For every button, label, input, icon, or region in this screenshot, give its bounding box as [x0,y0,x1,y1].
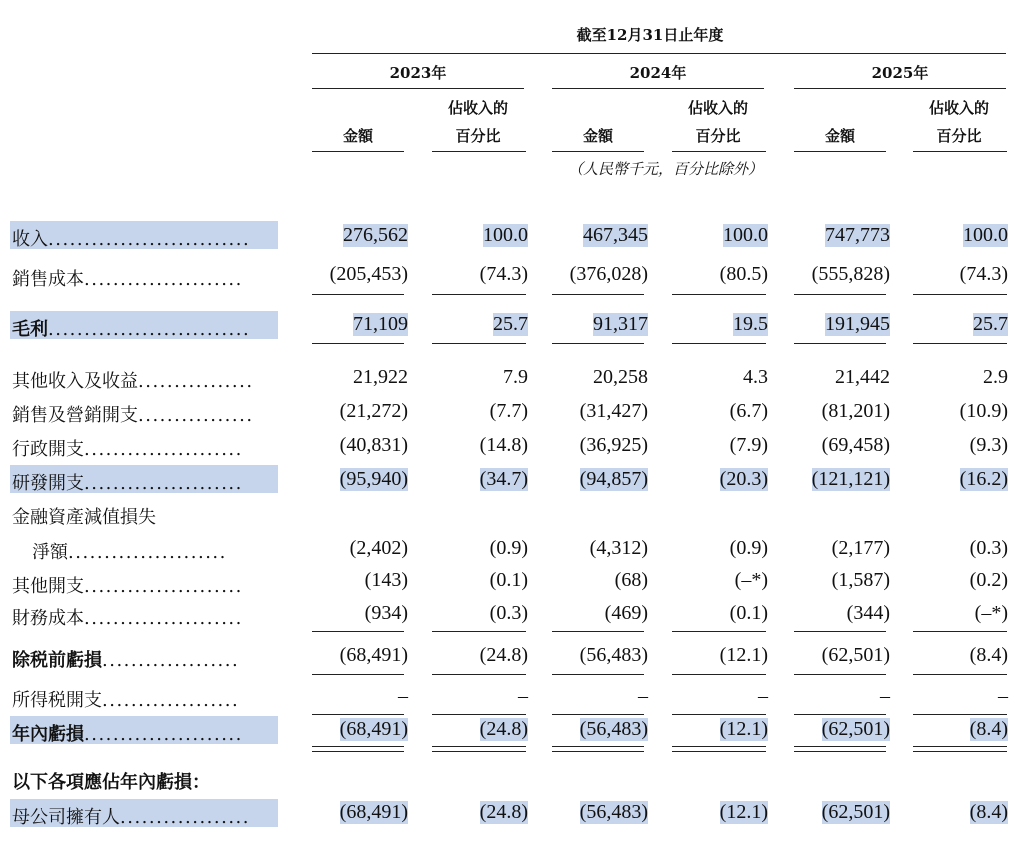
cell-loss-for-year-col5: (8.4) [969,718,1008,740]
rule-double-top [312,746,404,747]
cell-selling-expenses-col3: (6.7) [729,400,768,422]
cell-revenue-col0: 276,562 [343,224,408,246]
col-2025-amount: 金額 [824,127,855,145]
cell-selling-expenses-col2: (31,427) [579,400,648,422]
cell-finance-costs-col2: (469) [604,602,648,624]
period-rule [312,53,1006,54]
rule-below-gross-profit [794,343,886,344]
cell-admin-expenses-col1: (14.8) [479,434,528,456]
cell-income-tax-col1: – [518,685,528,707]
cell-other-income-col1: 7.9 [503,366,528,388]
cell-cost-of-sales-col4: (555,828) [811,263,890,285]
cell-admin-expenses-col4: (69,458) [821,434,890,456]
cell-rnd-expenses-col3: (20.3) [719,468,768,490]
rule-above-gross-profit [913,294,1007,295]
cell-loss-for-year-col1: (24.8) [479,718,528,740]
cell-owners-of-parent-col5: (8.4) [969,801,1008,823]
cell-gross-profit-col4: 191,945 [825,313,890,335]
rule-above-loss-before-tax [794,631,886,632]
cell-finance-costs-col3: (0.1) [729,602,768,624]
rule-below-gross-profit [432,343,526,344]
col-2024-pct-line2: 百分比 [695,127,741,145]
cell-rnd-expenses-col4: (121,121) [811,468,890,490]
col-2024-amount: 金額 [582,127,613,145]
cell-income-tax-col4: – [880,685,890,707]
cell-impairment-net-col4: (2,177) [831,537,890,559]
cell-gross-profit-col1: 25.7 [493,313,528,335]
cell-selling-expenses-col0: (21,272) [339,400,408,422]
cell-revenue-col1: 100.0 [483,224,528,246]
row-label-cost-of-sales: 銷售成本...................... [12,269,243,290]
rule-double-top [794,746,886,747]
row-label-other-expenses: 其他開支...................... [12,576,243,597]
cell-rnd-expenses-col5: (16.2) [959,468,1008,490]
cell-other-income-col2: 20,258 [593,366,648,388]
rule-double-bottom [552,751,644,752]
year-2024-heading: 2024年 [629,64,687,82]
cell-selling-expenses-col4: (81,201) [821,400,890,422]
cell-loss-for-year-col4: (62,501) [821,718,890,740]
row-label-impairment-line1: 金融資產減值損失 [12,507,156,528]
rule-below-loss-before-tax [552,674,644,675]
rule-below-loss-before-tax [794,674,886,675]
cell-cost-of-sales-col5: (74.3) [959,263,1008,285]
cell-rnd-expenses-col1: (34.7) [479,468,528,490]
cell-admin-expenses-col2: (36,925) [579,434,648,456]
rule-above-gross-profit [794,294,886,295]
cell-other-income-col0: 21,922 [353,366,408,388]
rule-above-loss-before-tax [552,631,644,632]
rule-above-loss-for-year [432,714,526,715]
rule-above-gross-profit [672,294,766,295]
cell-finance-costs-col4: (344) [846,602,890,624]
row-label-revenue: 收入............................ [12,229,251,250]
col-2025-pct-line2: 百分比 [936,127,982,145]
cell-gross-profit-col2: 91,317 [593,313,648,335]
rule-below-loss-before-tax [913,674,1007,675]
rule-above-loss-for-year [672,714,766,715]
cell-owners-of-parent-col0: (68,491) [339,801,408,823]
cell-loss-for-year-col2: (56,483) [579,718,648,740]
rule-below-loss-before-tax [672,674,766,675]
cell-income-tax-col3: – [758,685,768,707]
cell-loss-before-tax-col2: (56,483) [579,644,648,666]
period-heading: 截至12月31日止年度 [576,26,724,44]
cell-impairment-net-col3: (0.9) [729,537,768,559]
cell-loss-before-tax-col4: (62,501) [821,644,890,666]
cell-other-expenses-col4: (1,587) [831,569,890,591]
col-2023-amount: 金額 [342,127,373,145]
cell-gross-profit-col5: 25.7 [973,313,1008,335]
cell-other-income-col3: 4.3 [743,366,768,388]
cell-revenue-col5: 100.0 [963,224,1008,246]
row-label-impairment-net: 淨額...................... [32,542,227,563]
rule-double-bottom [432,751,526,752]
cell-admin-expenses-col0: (40,831) [339,434,408,456]
cell-owners-of-parent-col3: (12.1) [719,801,768,823]
cell-other-expenses-col1: (0.1) [489,569,528,591]
row-label-selling-expenses: 銷售及營銷開支................ [12,405,254,426]
cell-other-income-col5: 2.9 [983,366,1008,388]
rule-double-bottom [794,751,886,752]
cell-income-tax-col0: – [398,685,408,707]
row-label-loss-for-year: 年內虧損...................... [12,724,243,745]
cell-selling-expenses-col1: (7.7) [489,400,528,422]
rule-above-loss-for-year [794,714,886,715]
cell-loss-before-tax-col5: (8.4) [969,644,1008,666]
cell-admin-expenses-col5: (9.3) [969,434,1008,456]
rule-below-loss-before-tax [312,674,404,675]
year-2025-heading: 2025年 [871,64,929,82]
cell-other-income-col4: 21,442 [835,366,890,388]
col-rule [672,151,766,152]
rule-above-loss-before-tax [432,631,526,632]
rule-above-loss-before-tax [672,631,766,632]
rule-above-loss-before-tax [312,631,404,632]
cell-impairment-net-col5: (0.3) [969,537,1008,559]
cell-finance-costs-col1: (0.3) [489,602,528,624]
rule-above-loss-for-year [552,714,644,715]
cell-impairment-net-col0: (2,402) [349,537,408,559]
rule-below-gross-profit [552,343,644,344]
cell-selling-expenses-col5: (10.9) [959,400,1008,422]
col-rule [432,151,526,152]
row-label-admin-expenses: 行政開支...................... [12,439,243,460]
row-label-owners-of-parent: 母公司擁有人.................. [12,807,250,828]
rule-above-gross-profit [432,294,526,295]
col-2024-pct-line1: 佔收入的 [687,99,748,117]
cell-loss-for-year-col3: (12.1) [719,718,768,740]
cell-owners-of-parent-col2: (56,483) [579,801,648,823]
cell-finance-costs-col0: (934) [364,602,408,624]
rule-below-loss-before-tax [432,674,526,675]
row-label-rnd-expenses: 研發開支...................... [12,473,243,494]
unit-note: （人民幣千元，百分比除外） [568,160,764,178]
rule-below-gross-profit [672,343,766,344]
col-2023-pct-line1: 佔收入的 [447,99,508,117]
col-rule [913,151,1007,152]
cell-other-expenses-col3: (–*) [734,569,768,591]
cell-admin-expenses-col3: (7.9) [729,434,768,456]
cell-revenue-col4: 747,773 [825,224,890,246]
cell-other-expenses-col2: (68) [614,569,648,591]
row-label-gross-profit: 毛利............................ [12,319,251,340]
year-2023-rule [312,88,524,89]
rule-below-gross-profit [312,343,404,344]
rule-double-top [432,746,526,747]
cell-cost-of-sales-col2: (376,028) [569,263,648,285]
cell-loss-before-tax-col3: (12.1) [719,644,768,666]
rule-above-loss-for-year [913,714,1007,715]
cell-owners-of-parent-col4: (62,501) [821,801,890,823]
cell-rnd-expenses-col0: (95,940) [339,468,408,490]
col-2025-pct-line1: 佔收入的 [928,99,989,117]
cell-cost-of-sales-col1: (74.3) [479,263,528,285]
cell-owners-of-parent-col1: (24.8) [479,801,528,823]
cell-loss-for-year-col0: (68,491) [339,718,408,740]
rule-above-gross-profit [552,294,644,295]
row-label-other-income: 其他收入及收益................ [12,371,254,392]
row-label-income-tax: 所得税開支................... [12,690,240,711]
rule-double-top [552,746,644,747]
cell-rnd-expenses-col2: (94,857) [579,468,648,490]
rule-double-bottom [312,751,404,752]
col-rule [794,151,886,152]
col-rule [552,151,644,152]
row-label-attributable-heading: 以下各項應佔年內虧損： [12,772,210,793]
rule-double-top [672,746,766,747]
col-rule [312,151,404,152]
cell-loss-before-tax-col1: (24.8) [479,644,528,666]
cell-impairment-net-col1: (0.9) [489,537,528,559]
year-2023-heading: 2023年 [389,64,447,82]
cell-income-tax-col2: – [638,685,648,707]
cell-impairment-net-col2: (4,312) [589,537,648,559]
rule-double-top [913,746,1007,747]
rule-above-gross-profit [312,294,404,295]
row-label-loss-before-tax: 除税前虧損................... [12,650,240,671]
cell-revenue-col2: 467,345 [583,224,648,246]
year-2025-rule [794,88,1006,89]
year-2024-rule [552,88,764,89]
cell-other-expenses-col0: (143) [364,569,408,591]
row-label-finance-costs: 財務成本...................... [12,608,243,629]
rule-double-bottom [913,751,1007,752]
cell-cost-of-sales-col0: (205,453) [329,263,408,285]
cell-gross-profit-col0: 71,109 [353,313,408,335]
rule-above-loss-before-tax [913,631,1007,632]
col-2023-pct-line2: 百分比 [455,127,501,145]
cell-other-expenses-col5: (0.2) [969,569,1008,591]
cell-revenue-col3: 100.0 [723,224,768,246]
cell-loss-before-tax-col0: (68,491) [339,644,408,666]
rule-double-bottom [672,751,766,752]
rule-above-loss-for-year [312,714,404,715]
cell-gross-profit-col3: 19.5 [733,313,768,335]
cell-income-tax-col5: – [998,685,1008,707]
cell-finance-costs-col5: (–*) [974,602,1008,624]
cell-cost-of-sales-col3: (80.5) [719,263,768,285]
rule-below-gross-profit [913,343,1007,344]
